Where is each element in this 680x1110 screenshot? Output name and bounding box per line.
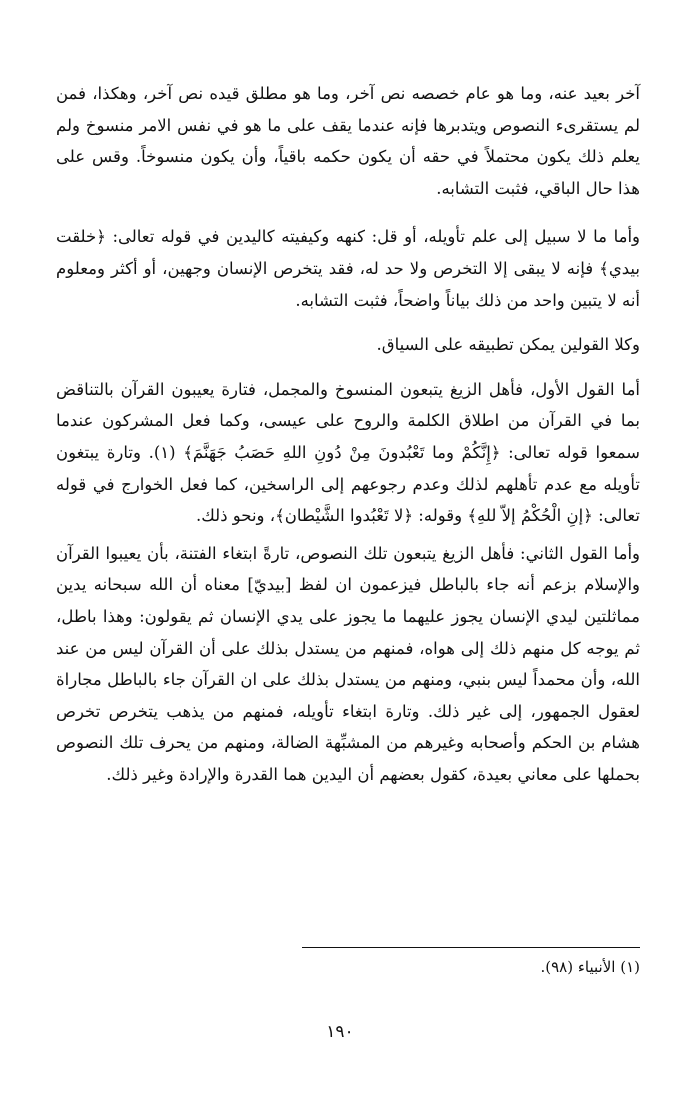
paragraph-1: آخر بعيد عنه، وما هو عام خصصه نص آخر، وما هو مطلق قيده نص آخر، وهكذا، فمن لم يستقرىء النصوص ويتدبرها فإنه عندما يقف على ما هو في نفس الامر منسوخ ولم يعلم ذلك يكون محتملاً في حقه أن يكون حكمه باقياً، وأن يكون منسوخاً. وقس على هذا حال الباقي، فثبت التشابه. xyxy=(56,84,640,198)
footnote: (١) الأنبياء (٩٨). xyxy=(540,958,640,976)
page-number: ١٩٠ xyxy=(326,1022,354,1042)
paragraph-3: وكلا القولين يمكن تطبيقه على السياق. xyxy=(376,335,640,355)
footnote-divider xyxy=(302,947,640,948)
paragraph-4: أما القول الأول، فأهل الزيغ يتبعون المنسوخ والمجمل، فتارة يعيبون القرآن بالتناقض بما في القرآن من اطلاق الكلمة والروح على عيسى، وكما فعل المشركون عندما سمعوا قوله تعالى: ﴿إِنَّكُمْ وما تَعْبُدونَ مِنْ دُونِ اللهِ حَصَبُ جَهَنَّمَ﴾ (١). وتارة يبتغون تأويله مع عدم تأهلهم لذلك وعدم رجوعهم إلى الراسخين، كما فعل الخوارج في قوله تعالى: ﴿إنِ الْحُكْمُ إلاّ للهِ﴾ وقوله: ﴿لا تَعْبُدوا الشَّيْطان﴾، ونحو ذلك. xyxy=(56,379,640,526)
main-text xyxy=(56,78,640,790)
paragraph-2: وأما ما لا سبيل إلى علم تأويله، أو قل: كنهه وكيفيته كاليدين في قوله تعالى: ﴿خلقت بيدي﴾ فإنه لا يبقى إلا التخرص ولا حد له، فقد يتخرص الإنسان وجهين، أو أكثر ومعلوم أنه لا يتبين واحد من ذلك بياناً واضحاً، فثبت التشابه. xyxy=(56,227,640,310)
paragraph-5: وأما القول الثاني: فأهل الزيغ يتبعون تلك النصوص، تارةً ابتغاء الفتنة، بأن يعيبوا القرآن والإسلام بزعم أنه جاء بالباطل فيزعمون ان لفظ [بيديّ] معناه أن الله سبحانه يدين مماثلتين ليدي الإنسان يجوز عليهما ما يجوز على يدي الإنسان ثم يقولون: وهذا باطل، ثم يوجه كل منهم ذلك إلى هواه، فمنهم من يستدل بذلك على أن القرآن ليس من عند الله، وأن محمداً ليس بنبي، ومنهم من يستدل بذلك على ان القرآن جاء بالباطل مجاراة لعقول الجمهور، إلى غير ذلك. وتارة ابتغاء تأويله، فمنهم من يذهب يتخرص تخرص هشام بن الحكم وأصحابه وغيرهم من المشبِّهة الضالة، ومنهم من يحرف تلك النصوص بحملها على معاني بعيدة، كقول بعضهم أن اليدين هما القدرة والإرادة وغير ذلك. xyxy=(56,543,640,784)
